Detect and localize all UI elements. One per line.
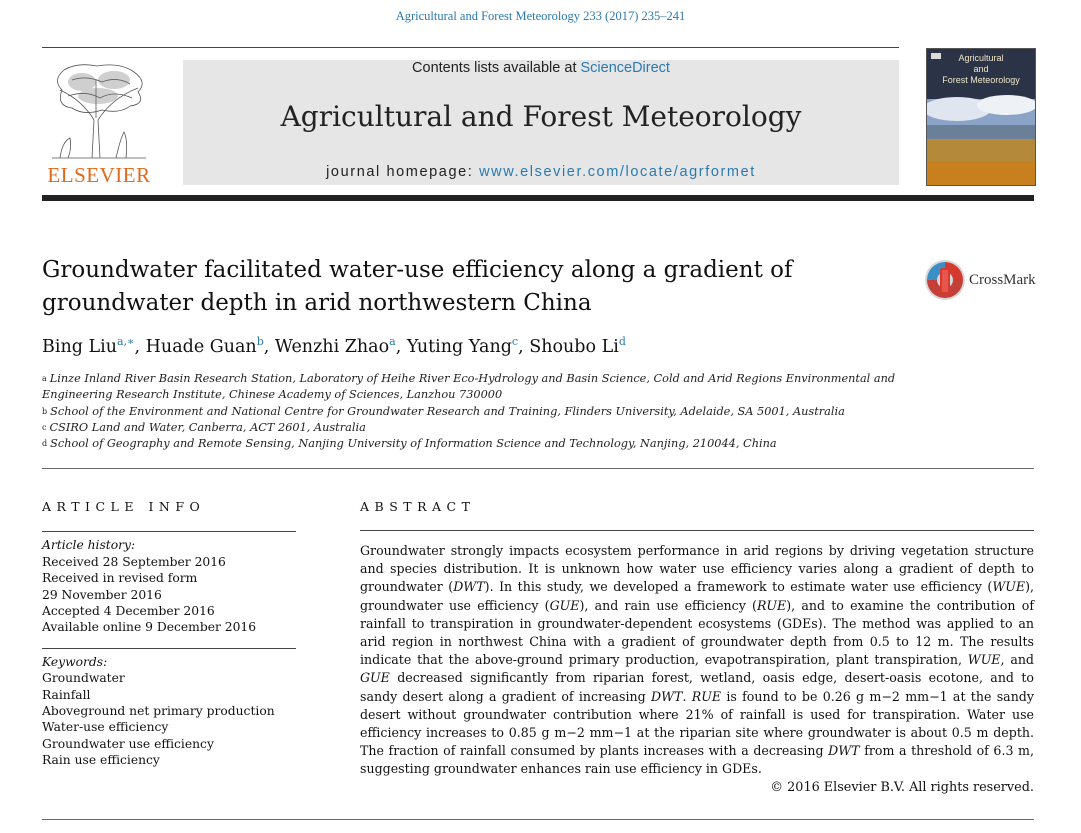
journal-masthead	[183, 60, 899, 185]
abstract-text: is found to be 0.26 g m−2 mm−1 at the sandy desert without groundwater contribution where 21% of rainfall is used for transpiration. Water use efficiency increases to 0.85 g m−2 mm−1 at the riparian site where groundwater is about 0.5 m depth. The fraction of rainfall consumed by plants increases with a decreasing	[360, 688, 1034, 759]
elsevier-logo[interactable]	[42, 60, 156, 186]
abstract-text: decreased significantly from riparian forest, wetland, oasis edge, desert-oasis ecotone, and to sandy desert along a gradient of increasing	[360, 670, 1034, 704]
keyword[interactable]: Groundwater use efficiency	[42, 736, 214, 751]
history-item: Accepted 4 December 2016	[42, 604, 215, 619]
sciencedirect-link[interactable]: ScienceDirect	[580, 60, 670, 76]
keyword[interactable]: Rain use efficiency	[42, 753, 160, 768]
author-list	[42, 335, 626, 357]
header-divider	[42, 468, 1034, 469]
copyright-notice: © 2016 Elsevier B.V. All rights reserved.	[770, 779, 1034, 795]
crossmark-label: CrossMark	[969, 272, 1036, 288]
keywords-label: Keywords:	[42, 654, 108, 669]
abstract-text: Groundwater strongly impacts ecosystem performance in arid regions by driving vegetation structure and species distribution. It is unknown how water use efficiency varies along a gradient of depth to groundwater (	[360, 543, 1034, 595]
author-affiliation-marker[interactable]: d	[618, 335, 626, 348]
abstract-text: , and	[1000, 652, 1034, 668]
keyword[interactable]: Groundwater	[42, 671, 125, 686]
abstract-text: ), and rain use efficiency (	[579, 597, 757, 613]
abstract-term: GUE	[549, 597, 580, 613]
contents-prefix: Contents lists available at	[412, 60, 581, 76]
top-rule	[42, 47, 899, 48]
author-affiliation-marker[interactable]: b	[256, 335, 264, 348]
abstract-section	[360, 499, 1034, 795]
abstract-term: RUE	[756, 597, 787, 613]
abstract-text: ), and to examine the contribution of rainfall to transpiration in groundwater-dependent ecosystems (GDEs). The method was applied to an arid region in northwest China with a gradient of groundwater depth from 0.5 to 12 m. The results indicate that the above-ground primary production, evapotranspiration, plant transpiration,	[360, 597, 1034, 668]
masthead-rule	[42, 195, 1034, 201]
author-name[interactable]: Huade Guan	[145, 336, 257, 357]
keywords-rule	[42, 648, 296, 649]
affiliation-c	[42, 420, 872, 436]
journal-title: Agricultural and Forest Meteorology	[280, 100, 802, 133]
abstract-body	[360, 542, 1034, 779]
abstract-term: DWT	[651, 688, 683, 704]
keyword[interactable]: Aboveground net primary production	[42, 704, 275, 719]
affiliation-a-continued: Engineering Research Institute, Chinese Academy of Sciences, Lanzhou 730000	[42, 388, 503, 402]
elsevier-wordmark: ELSEVIER	[47, 163, 151, 187]
abstract-text: .	[682, 688, 692, 704]
affiliation-b	[42, 404, 872, 420]
cover-title-line: Forest Meteorology	[942, 75, 1020, 85]
crossmark-badge[interactable]	[923, 257, 1035, 303]
cover-title-line: and	[973, 64, 989, 74]
homepage-prefix: journal homepage:	[326, 164, 480, 180]
bottom-rule	[42, 819, 1034, 820]
journal-homepage-link[interactable]: www.elsevier.com/locate/agrformet	[479, 164, 756, 180]
abstract-heading: ABSTRACT	[360, 499, 476, 514]
abstract-term: WUE	[992, 579, 1026, 595]
history-item: Received 28 September 2016	[42, 554, 226, 569]
affiliation-text: School of the Environment and National Centre for Groundwater Research and Training, Flinders University, Adelaide, SA 5001, Australia	[50, 404, 845, 418]
abstract-term: RUE	[691, 688, 722, 704]
author-affiliation-marker[interactable]: a	[389, 335, 396, 348]
author-name[interactable]: Bing Liu	[42, 336, 117, 357]
author-separator: ,	[134, 336, 146, 357]
author-separator: ,	[518, 336, 530, 357]
article-title	[42, 254, 872, 320]
author-name[interactable]: Yuting Yang	[406, 336, 512, 357]
author-separator: ,	[263, 336, 275, 357]
affiliation-marker: d	[42, 439, 48, 449]
author-name[interactable]: Wenzhi Zhao	[274, 336, 390, 357]
author-name[interactable]: Shoubo Li	[529, 336, 619, 357]
author-separator: ,	[395, 336, 407, 357]
history-item: Received in revised form	[42, 571, 198, 586]
article-info	[42, 499, 296, 769]
article-title-line: groundwater depth in arid northwestern China	[42, 290, 592, 316]
affiliation-text: School of Geography and Remote Sensing, Nanjing University of Information Science and Technology, Nanjing, 210044, China	[50, 437, 777, 451]
abstract-text: ), groundwater use efficiency (	[360, 579, 1034, 613]
contents-line	[183, 60, 899, 76]
cover-title	[927, 53, 1035, 86]
affiliation-marker: c	[42, 422, 47, 432]
cover-title-line: Agricultural	[958, 53, 1004, 63]
affiliation-list	[42, 371, 896, 452]
affiliation-text: Linze Inland River Basin Research Station, Laboratory of Heihe River Eco-Hydrology and Basin Science, Cold and Arid Regions Environmental and	[49, 372, 896, 385]
abstract-term: GUE	[360, 670, 390, 686]
elsevier-tree-icon	[42, 60, 156, 160]
affiliation-text: CSIRO Land and Water, Canberra, ACT 2601, Australia	[49, 420, 366, 434]
keyword[interactable]: Rainfall	[42, 687, 91, 702]
article-title-line: Groundwater facilitated water-use efficiency along a gradient of	[42, 257, 793, 283]
keyword[interactable]: Water-use efficiency	[42, 720, 169, 735]
article-history-label: Article history:	[42, 538, 136, 553]
history-item: Available online 9 December 2016	[42, 620, 257, 635]
article-info-heading: ARTICLE INFO	[42, 499, 206, 514]
homepage-line	[183, 164, 899, 180]
affiliation-d	[42, 436, 872, 452]
crossmark-icon	[923, 258, 967, 302]
author-affiliation-marker[interactable]: a,∗	[116, 335, 135, 348]
abstract-term: WUE	[967, 652, 1001, 668]
article-info-rule	[42, 531, 296, 532]
history-item: 29 November 2016	[42, 587, 162, 602]
abstract-term: DWT	[453, 579, 485, 595]
affiliation-marker: b	[42, 406, 48, 416]
abstract-text: from a threshold of 6.3 m, suggesting groundwater enhances rain use efficiency in GDEs.	[360, 743, 1034, 777]
journal-citation[interactable]: Agricultural and Forest Meteorology 233 (2017) 235–241	[395, 9, 686, 23]
abstract-rule	[360, 530, 1034, 531]
affiliation-a	[42, 371, 896, 387]
journal-cover-image[interactable]	[926, 48, 1036, 186]
abstract-text: ). In this study, we developed a framework to estimate water use efficiency (	[484, 579, 993, 595]
abstract-term: DWT	[828, 743, 860, 759]
author-affiliation-marker[interactable]: c	[511, 335, 519, 348]
affiliation-marker: a	[42, 374, 47, 383]
